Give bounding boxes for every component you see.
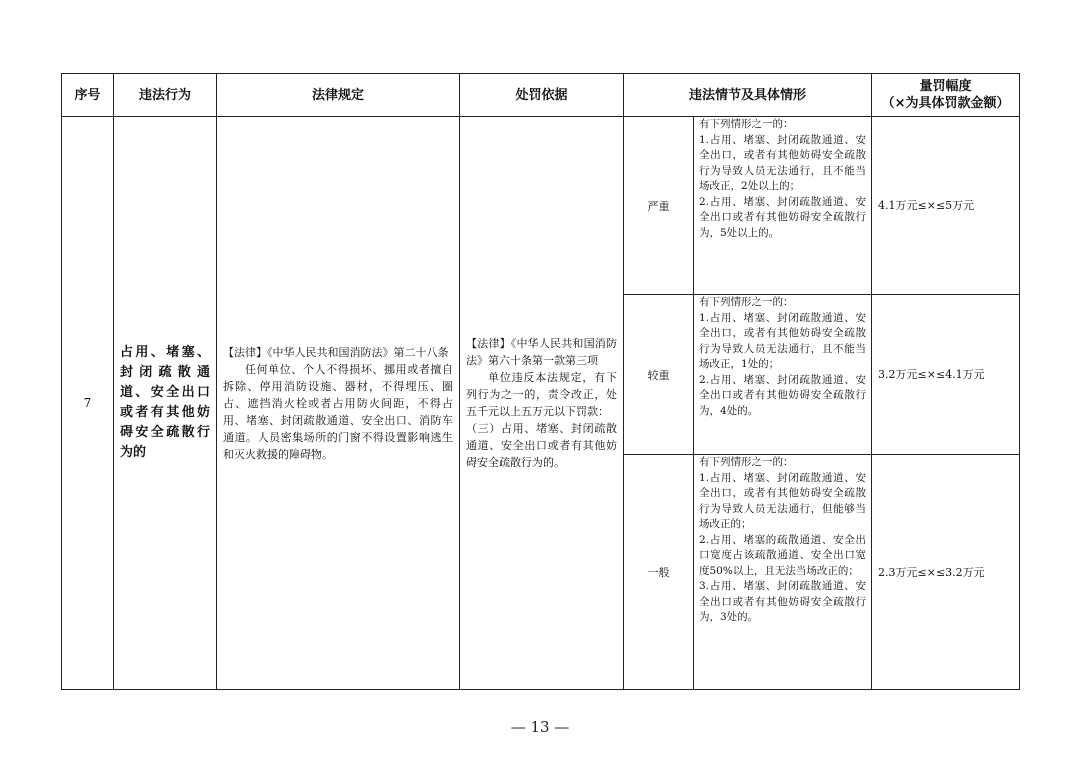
basis-cell [460, 117, 624, 690]
header-amount-line1: 量罚幅度 [919, 79, 972, 94]
header-seq: 序号 [62, 74, 114, 117]
basis-text: 单位违反本法规定，有下列行为之一的，责令改正，处五千元以上五万元以下罚款： [466, 371, 617, 418]
penalty-table [61, 73, 1020, 690]
detail-line: 有下列情形之一的： [699, 118, 794, 130]
seq-cell: 7 [62, 117, 114, 690]
header-row [62, 74, 1020, 117]
detail-line: 1.占用、堵塞、封闭疏散通道、安全出口，或者有其他妨碍安全疏散行为导致人员无法通行，且不能当场改正，2处以上的； [699, 133, 867, 192]
header-amount [872, 74, 1020, 117]
amount-cell: 4.1万元≤×≤5万元 [872, 117, 1020, 295]
page-number: — 13 — [510, 718, 570, 736]
header-detail: 违法情节及具体情形 [624, 74, 872, 117]
header-law: 法律规定 [217, 74, 460, 117]
detail-cell [694, 455, 872, 690]
detail-line: 2.占用、堵塞的疏散通道、安全出口宽度占该疏散通道、安全出口宽度50%以上，且无法当场改正的； [699, 533, 867, 577]
detail-line: 1.占用、堵塞、封闭疏散通道、安全出口，或者有其他妨碍安全疏散行为导致人员无法通行，但能够当场改正的； [699, 471, 867, 530]
law-title: 【法律】《中华人民共和国消防法》第二十八条 [223, 345, 449, 359]
level-cell: 一般 [624, 455, 694, 690]
header-basis: 处罚依据 [460, 74, 624, 117]
header-amount-line2: （×为具体罚款金额） [881, 96, 1010, 111]
amount-cell: 2.3万元≤×≤3.2万元 [872, 455, 1020, 690]
level-cell: 较重 [624, 295, 694, 455]
detail-line: 2.占用、堵塞、封闭疏散通道、安全出口或者有其他妨碍安全疏散行为，5处以上的。 [699, 195, 867, 239]
detail-cell [694, 117, 872, 295]
table-row [62, 117, 1020, 295]
law-text: 任何单位、个人不得损坏、挪用或者擅自拆除、停用消防设施、器材，不得埋压、圈占、遮挡消火栓或者占用防火间距，不得占用、堵塞、封闭疏散通道、安全出口、消防车通道。人员密集场所的门窗不得设置影响逃生和灭火救援的障碍物。 [223, 362, 453, 461]
level-cell: 严重 [624, 117, 694, 295]
detail-line: 1.占用、堵塞、封闭疏散通道、安全出口，或者有其他妨碍安全疏散行为导致人员无法通行，且不能当场改正，1处的； [699, 311, 867, 370]
amount-cell: 3.2万元≤×≤4.1万元 [872, 295, 1020, 455]
basis-item: （三）占用、堵塞、封闭疏散通道、安全出口或者有其他妨碍安全疏散行为的。 [466, 422, 617, 469]
detail-line: 有下列情形之一的： [699, 296, 794, 308]
act-cell: 占用、堵塞、封闭疏散通道、安全出口或者有其他妨碍安全疏散行为的 [114, 117, 217, 690]
basis-title: 【法律】《中华人民共和国消防法》第六十条第一款第三项 [466, 337, 617, 367]
detail-line: 2.占用、堵塞、封闭疏散通道、安全出口或者有其他妨碍安全疏散行为，4处的。 [699, 373, 867, 417]
detail-line: 有下列情形之一的： [699, 456, 794, 468]
detail-line: 3.占用、堵塞、封闭疏散通道、安全出口或者有其他妨碍安全疏散行为，3处的。 [699, 580, 867, 623]
header-act: 违法行为 [114, 74, 217, 117]
law-cell [217, 117, 460, 690]
detail-cell [694, 295, 872, 455]
